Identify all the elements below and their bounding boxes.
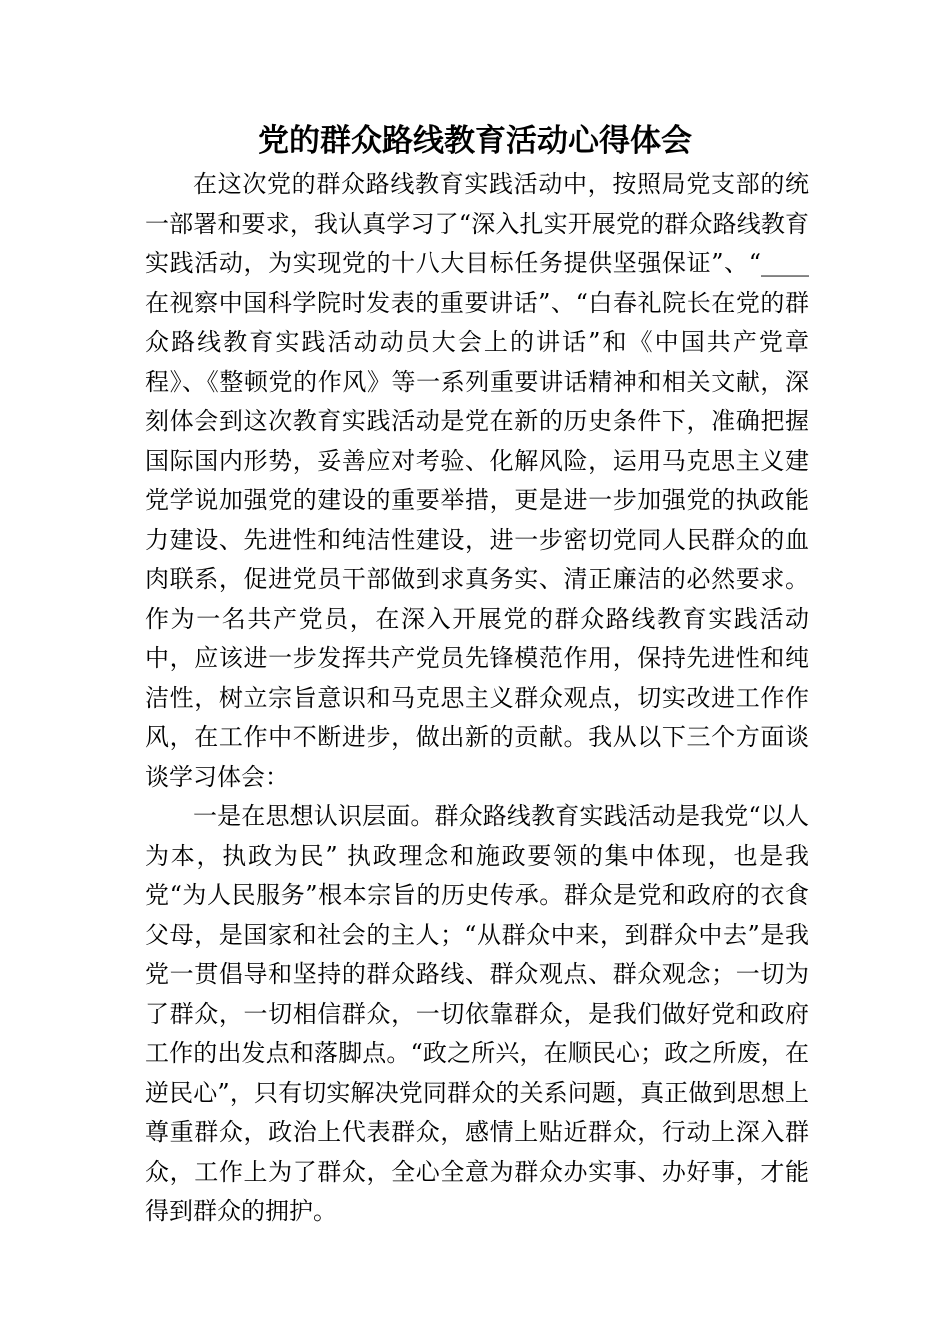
paragraph-intro: 在这次党的群众路线教育实践活动中，按照局党支部的统一部署和要求，我认真学习了“深入扎实开展党的群众路线教育实践活动，为实现党的十八大目标任务提供坚强保证”、“____在视察中国科学院时发表的重要讲话”、“白春礼院长在党的群众路线教育实践活动动员大会上的讲话”和《中国共产党章程》、《整顿党的作风》等一系列重要讲话精神和相关文献，深刻体会到这次教育实践活动是党在新的历史条件下，准确把握国际国内形势，妥善应对考验、化解风险，运用马克思主义建党学说加强党的建设的重要举措，更是进一步加强党的执政能力建设、先进性和纯洁性建设，进一步密切党同人民群众的血肉联系，促进党员干部做到求真务实、清正廉洁的必然要求。作为一名共产党员，在深入开展党的群众路线教育实践活动中，应该进一步发挥共产党员先锋模范作用，保持先进性和纯洁性，树立宗旨意识和马克思主义群众观点，切实改进工作作风，在工作中不断进步，做出新的贡献。我从以下三个方面谈谈学习体会： [145, 170, 809, 791]
document-title: 党的群众路线教育活动心得体会 [258, 123, 692, 159]
document-body [145, 165, 809, 1232]
paragraph-point-one: 一是在思想认识层面。群众路线教育实践活动是我党“以人为本，执政为民” 执政理念和施政要领的集中体现，也是我党“为人民服务”根本宗旨的历史传承。群众是党和政府的衣食父母，是国家和社会的主人；“从群众中来，到群众中去”是我党一贯倡导和坚持的群众路线、群众观点、群众观念；一切为了群众，一切相信群众，一切依靠群众，是我们做好党和政府工作的出发点和落脚点。“政之所兴，在顺民心；政之所废，在逆民心”，只有切实解决党同群众的关系问题，真正做到思想上尊重群众，政治上代表群众，感情上贴近群众，行动上深入群众，工作上为了群众，全心全意为群众办实事、办好事，才能得到群众的拥护。 [145, 802, 809, 1225]
